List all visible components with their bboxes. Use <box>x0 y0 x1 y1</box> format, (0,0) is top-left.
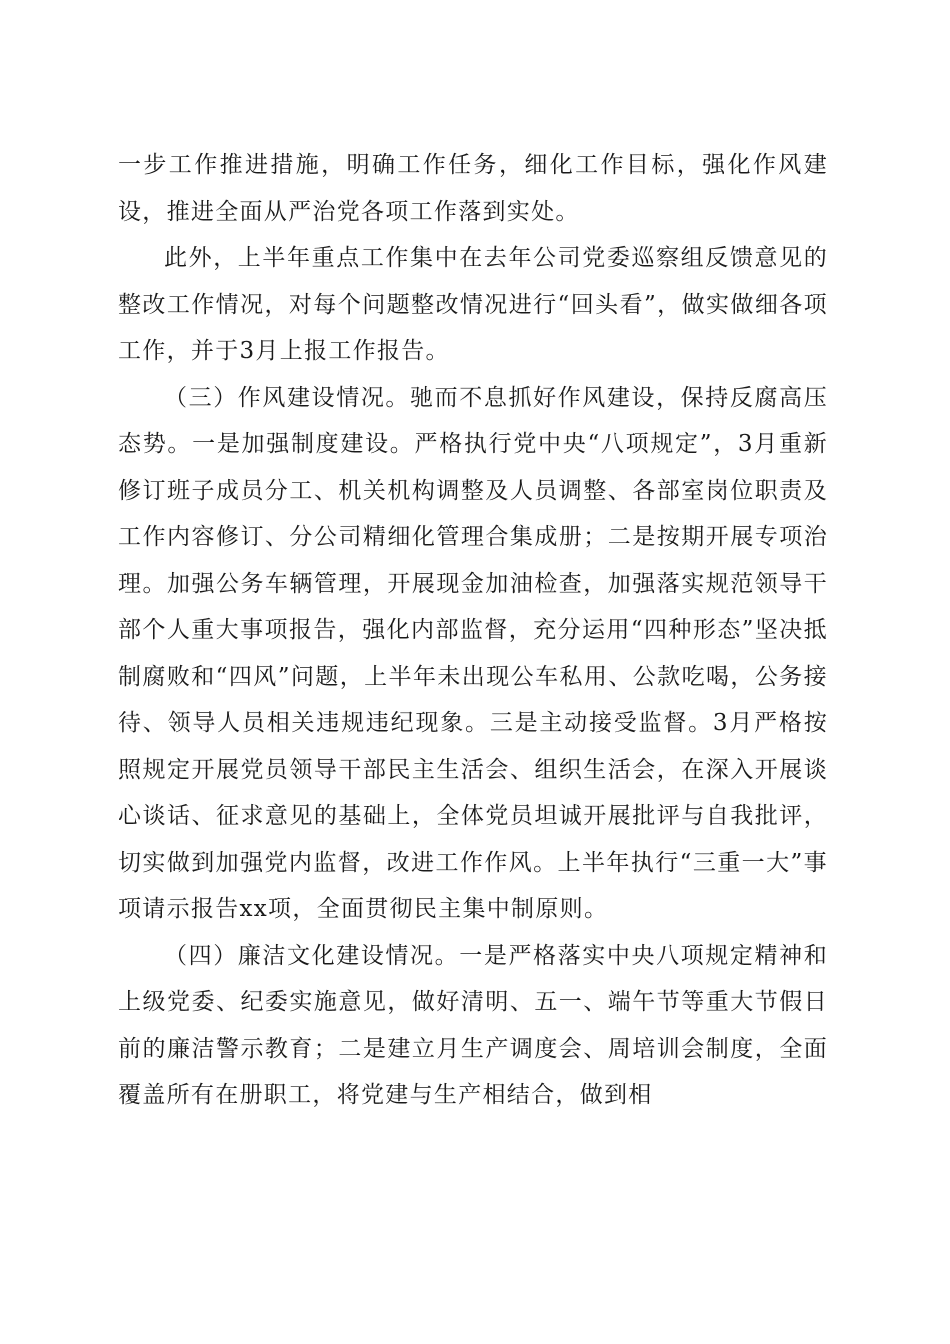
paragraph-text: 此外，上半年重点工作集中在去年公司党委巡察组反馈意见的整改工作情况，对每个问题整改情况进行“回头看”，做实做细各项工作，并于3月上报工作报告。 <box>118 245 828 364</box>
paragraph-integrity-culture <box>118 933 828 1119</box>
paragraph-continuation <box>118 142 828 235</box>
paragraph-text: 一步工作推进措施，明确工作任务，细化工作目标，强化作风建设，推进全面从严治党各项工作落到实处。 <box>118 152 828 225</box>
section-heading: （四）廉洁文化建设情况。 <box>164 942 460 969</box>
paragraph-text: 驰而不息抓好作风建设，保持反腐高压态势。一是加强制度建设。严格执行党中央“八项规定”，3月重新修订班子成员分工、机关机构调整及人员调整、各部室岗位职责及工作内容修订、分公司精细化管理合集成册；二是按期开展专项治理。加强公务车辆管理，开展现金加油检查，加强落实规范领导干部个人重大事项报告，强化内部监督，充分运用“四种形态”坚决抵制腐败和“四风”问题，上半年未出现公车私用、公款吃喝，公务接待、领导人员相关违规违纪现象。三是主动接受监督。3月严格按照规定开展党员领导干部民主生活会、组织生活会，在深入开展谈心谈话、征求意见的基础上，全体党员坦诚开展批评与自我批评，切实做到加强党内监督，改进工作作风。上半年执行“三重一大”事项请示报告xx项，全面贯彻民主集中制原则。 <box>118 384 829 922</box>
paragraph-additional-notes <box>118 235 828 375</box>
paragraph-text: 一是严格落实中央八项规定精神和上级党委、纪委实施意见，做好清明、五一、端午节等重大节假日前的廉洁警示教育；二是建立月生产调度会、周培训会制度，全面覆盖所有在册职工，将党建与生产相结合，做到相 <box>118 942 828 1108</box>
section-heading: （三）作风建设情况。 <box>164 384 411 411</box>
paragraph-work-style <box>118 375 828 933</box>
document-body <box>118 142 828 1119</box>
